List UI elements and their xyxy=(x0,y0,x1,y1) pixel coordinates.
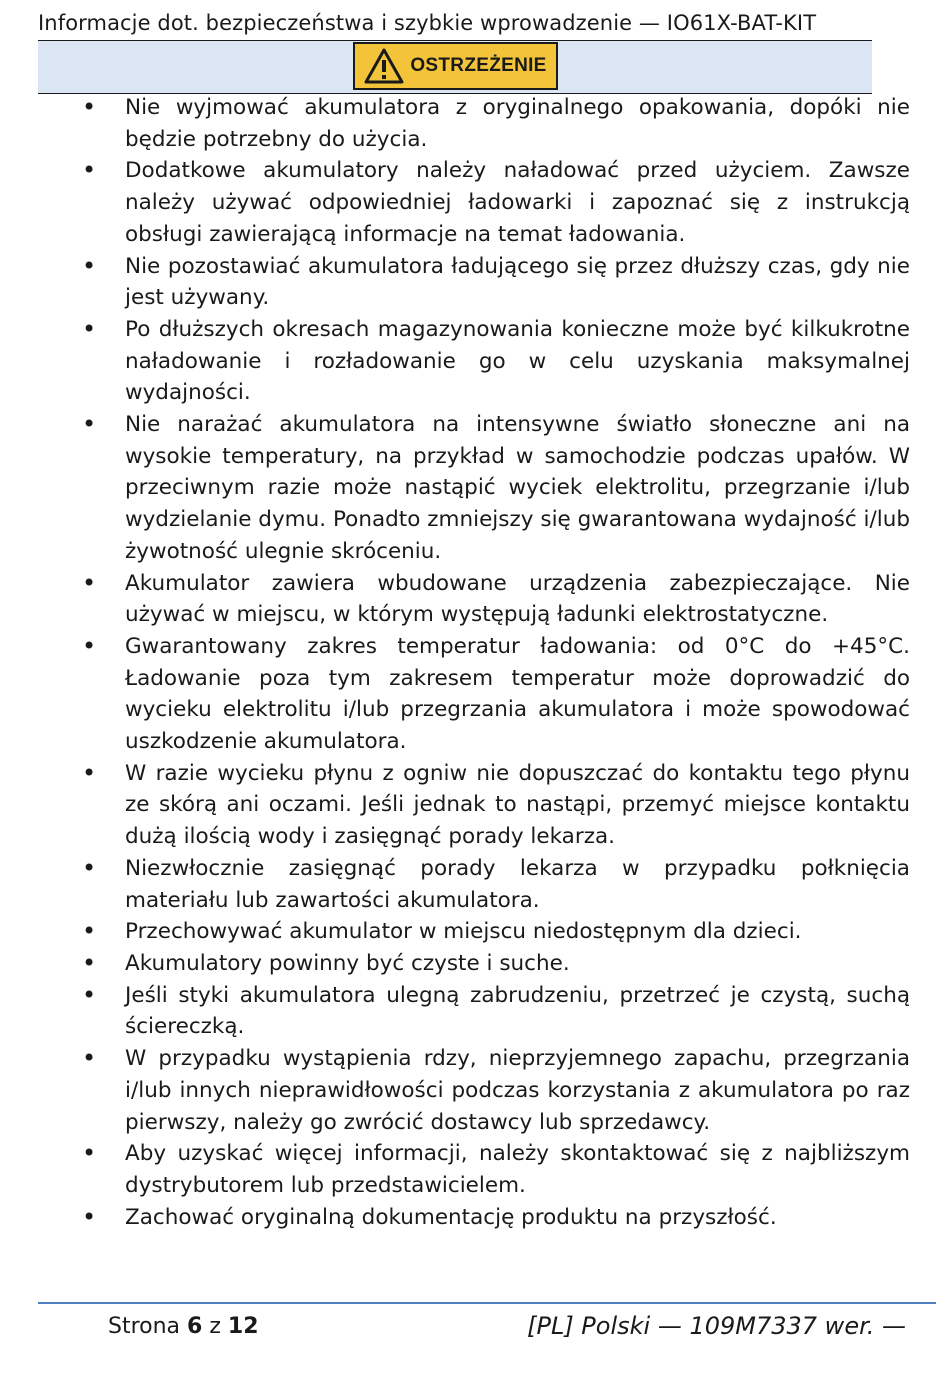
warning-text: OSTRZEŻENIE xyxy=(410,55,547,76)
list-item: • Nie wyjmować akumulatora z oryginalnego opakowania, dopóki nie będzie potrzebny do użycia. xyxy=(0,92,910,155)
list-item: • Aby uzyskać więcej informacji, należy skontaktować się z najbliższym dystrybutorem lub przedstawicielem. xyxy=(0,1138,910,1201)
list-item: • Gwarantowany zakres temperatur ładowania: od 0°C do +45°C. Ładowanie poza tym zakresem temperatur może doprowadzić do wycieku elektrolitu i/lub przegrzania akumulatora i może spowodować uszkodzenie akumulatora. xyxy=(0,631,910,758)
warning-label xyxy=(353,42,558,90)
list-item: • Po dłuższych okresach magazynowania konieczne może być kilkukrotne naładowanie i rozładowanie go w celu uzyskania maksymalnej wydajności. xyxy=(0,314,910,409)
list-item: • Akumulator zawiera wbudowane urządzenia zabezpieczające. Nie używać w miejscu, w którym występują ładunki elektrostatyczne. xyxy=(0,568,910,631)
page-total: 12 xyxy=(227,1314,259,1339)
list-item: • Nie narażać akumulatora na intensywne światło słoneczne ani na wysokie temperatury, na przykład w samochodzie podczas upałów. W przeciwnym razie może nastąpić wyciek elektrolitu, przegrzanie i/lub wydzielanie dymu. Ponadto zmniejszy się gwarantowana wydajność i/lub żywotność ulegnie skróceniu. xyxy=(0,409,910,568)
list-item: • Akumulatory powinny być czyste i suche. xyxy=(0,948,910,980)
list-item: • W razie wycieku płynu z ogniw nie dopuszczać do kontaktu tego płynu ze skórą ani oczami. Jeśli jednak to nastąpi, przemyć miejsce kontaktu dużą ilością wody i zasięgnąć porady lekarza. xyxy=(0,758,910,853)
page-of: z xyxy=(209,1314,221,1339)
page-number xyxy=(108,1312,259,1342)
list-item: • Dodatkowe akumulatory należy naładować przed użyciem. Zawsze należy używać odpowiedniej ładowarki i zapoznać się z instrukcją obsługi zawierającą informacje na temat ładowania. xyxy=(0,155,910,250)
list-item: • W przypadku wystąpienia rdzy, nieprzyjemnego zapachu, przegrzania i/lub innych nieprawidłowości podczas korzystania z akumulatora po raz pierwszy, należy go zwrócić dostawcy lub sprzedawcy. xyxy=(0,1043,910,1138)
warning-triangle-icon xyxy=(364,48,404,84)
footer-document-id: [PL] Polski — 109M7337 wer. — xyxy=(527,1312,906,1340)
running-header: Informacje dot. bezpieczeństwa i szybkie wprowadzenie — IO61X-BAT-KIT xyxy=(38,11,817,35)
list-item: • Niezwłocznie zasięgnąć porady lekarza w przypadku połknięcia materiału lub zawartości akumulatora. xyxy=(0,853,910,916)
list-item: • Przechowywać akumulator w miejscu niedostępnym dla dzieci. xyxy=(0,916,910,948)
page-current: 6 xyxy=(187,1314,203,1339)
page-word: Strona xyxy=(108,1314,181,1339)
safety-list xyxy=(0,92,910,1233)
list-item: • Zachować oryginalną dokumentację produktu na przyszłość. xyxy=(0,1202,910,1234)
list-item: • Nie pozostawiać akumulatora ładującego się przez dłuższy czas, gdy nie jest używany. xyxy=(0,251,910,314)
list-item: • Jeśli styki akumulatora ulegną zabrudzeniu, przetrzeć je czystą, suchą ściereczką. xyxy=(0,980,910,1043)
footer-rule xyxy=(38,1302,936,1304)
